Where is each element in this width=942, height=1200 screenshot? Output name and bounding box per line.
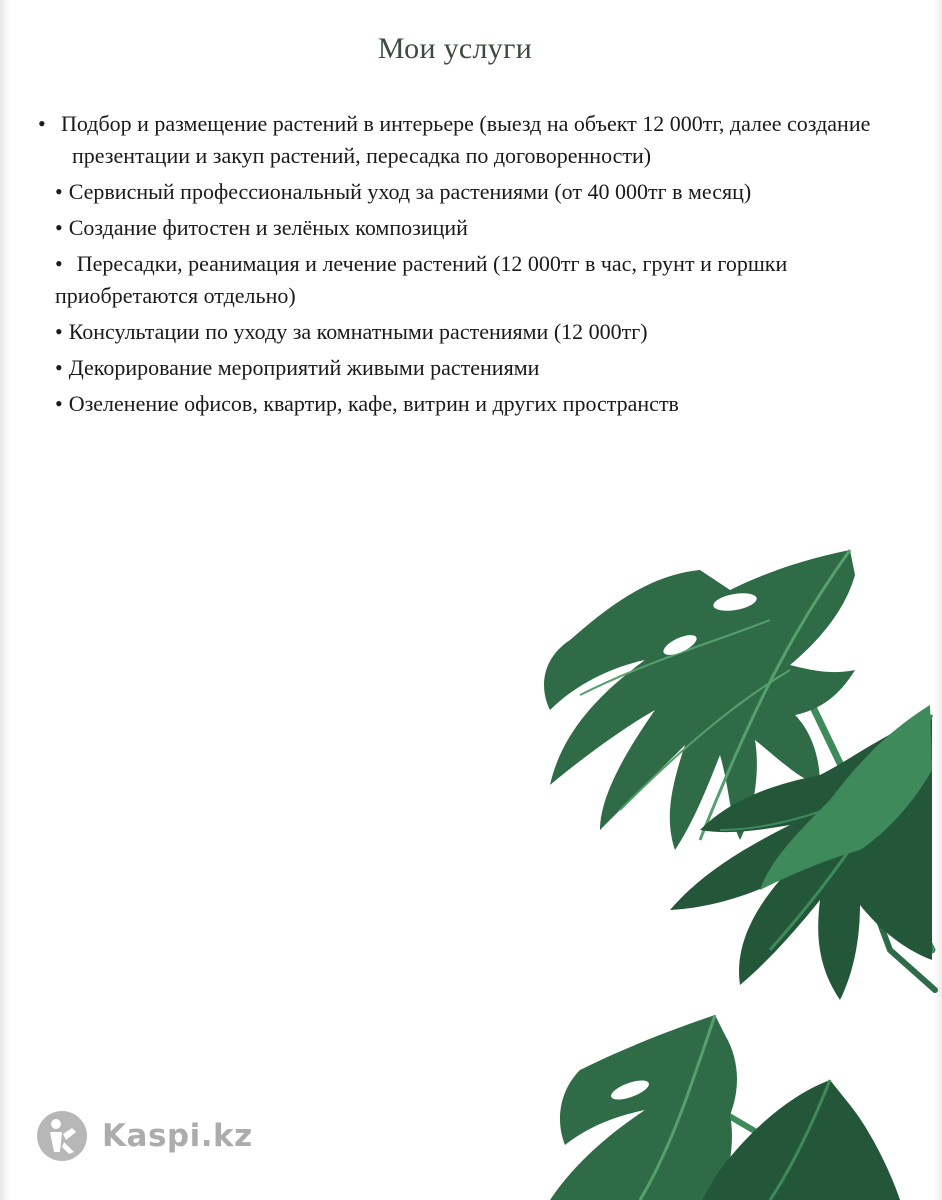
- leaf-bottom: [550, 1015, 737, 1200]
- service-text: Пересадки, реанимация и лечение растений (12 000тг в час, грунт и горшки приобретаются отдельно): [55, 251, 788, 308]
- bullet: •: [55, 215, 63, 240]
- list-item: [55, 388, 905, 420]
- bullet: •: [55, 251, 63, 276]
- bullet: •: [55, 179, 63, 204]
- bullet: •: [55, 391, 63, 416]
- service-text: Консультации по уходу за комнатными растениями (12 000тг): [68, 319, 648, 344]
- bullet: •: [55, 355, 63, 380]
- service-text: Озеленение офисов, квартир, кафе, витрин и других пространств: [68, 391, 679, 416]
- list-item: [55, 316, 905, 348]
- list-item: [55, 248, 905, 312]
- watermark-text: Kaspi.kz: [102, 1118, 253, 1154]
- list-item: [55, 176, 905, 208]
- services-list: [38, 108, 905, 424]
- service-text: Создание фитостен и зелёных композиций: [68, 215, 468, 240]
- service-text: Сервисный профессиональный уход за растениями (от 40 000тг в месяц): [68, 179, 752, 204]
- list-item: • Подбор и размещение растений в интерьере (выезд на объект 12 000тг, далее создание презентации и закуп растений, пересадка по договоренности): [38, 111, 871, 168]
- service-text: Декорирование мероприятий живыми растениями: [68, 355, 540, 380]
- page-title: Мои услуги: [377, 32, 533, 65]
- page-edge-shadow-left: [0, 0, 10, 1200]
- bullet: •: [55, 319, 63, 344]
- kaspi-logo-icon: [36, 1110, 88, 1162]
- monstera-leaves-icon: [470, 530, 942, 1200]
- kaspi-watermark: [36, 1108, 253, 1164]
- list-item: [55, 352, 905, 384]
- list-item: [55, 212, 905, 244]
- service-text: Подбор и размещение растений в интерьере (выезд на объект 12 000тг, далее создание презентации и закуп растений, пересадка по договоренности): [61, 111, 871, 168]
